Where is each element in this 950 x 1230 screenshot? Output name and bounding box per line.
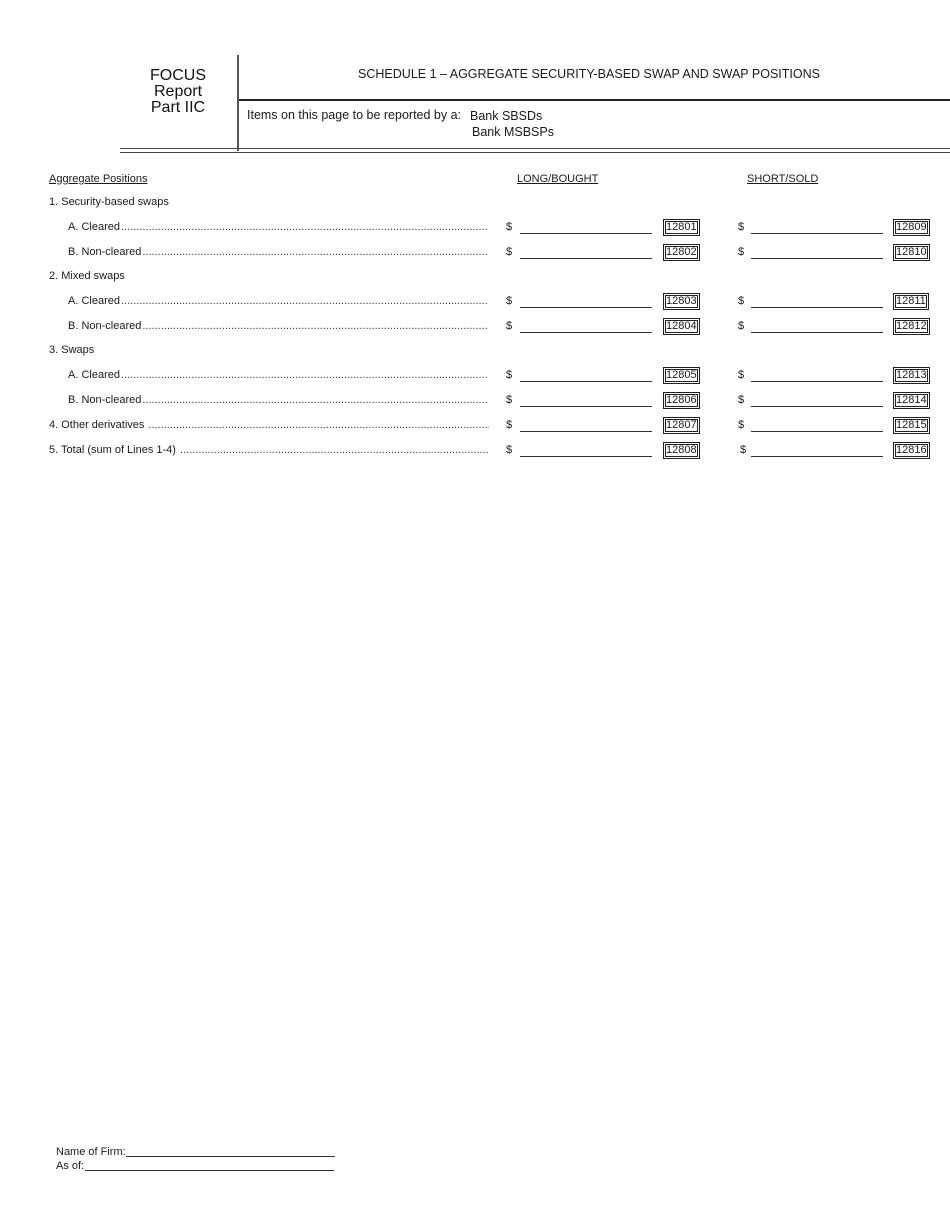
long-amount-field[interactable]	[520, 431, 652, 432]
short-item-code: 12814	[893, 392, 930, 409]
reporter-bank-sbsds: Bank SBSDs	[470, 109, 543, 123]
long-amount-field[interactable]	[520, 332, 652, 333]
table-row	[0, 444, 950, 462]
currency-symbol: $	[506, 394, 513, 406]
row-label: A. Cleared .....	[68, 369, 488, 381]
row-label: B. Non-cleared .....	[68, 246, 488, 258]
schedule-title: SCHEDULE 1 – AGGREGATE SECURITY-BASED SWAP AND SWAP POSITIONS	[358, 67, 820, 81]
currency-symbol: $	[738, 221, 745, 233]
currency-symbol: $	[738, 419, 745, 431]
long-amount-field[interactable]	[520, 381, 652, 382]
row-label: 4. Other derivatives .....	[49, 419, 489, 431]
currency-symbol: $	[506, 320, 513, 332]
header-title-rule	[239, 99, 950, 101]
currency-symbol: $	[506, 295, 513, 307]
reporter-list	[470, 108, 554, 140]
currency-symbol: $	[738, 320, 745, 332]
report-line-report: Report	[153, 83, 203, 100]
short-item-code: 12809	[893, 219, 930, 236]
currency-symbol: $	[506, 419, 513, 431]
currency-symbol: $	[738, 369, 745, 381]
short-amount-field[interactable]	[751, 307, 883, 308]
long-amount-field[interactable]	[520, 258, 652, 259]
reporter-bank-msbsps: Bank MSBSPs	[472, 125, 554, 139]
long-amount-field[interactable]	[520, 456, 652, 457]
long-amount-field[interactable]	[520, 307, 652, 308]
short-amount-field[interactable]	[751, 431, 883, 432]
table-row	[0, 394, 950, 412]
long-item-code: 12801	[663, 219, 700, 236]
short-item-code: 12812	[893, 318, 930, 335]
group-title-swaps: 3. Swaps	[49, 344, 95, 356]
short-item-code: 12813	[893, 367, 930, 384]
header-bottom-rule	[120, 148, 950, 153]
report-line-focus: FOCUS	[150, 67, 206, 84]
long-item-code: 12807	[663, 417, 700, 434]
short-amount-field[interactable]	[751, 332, 883, 333]
long-item-code: 12805	[663, 367, 700, 384]
short-amount-field[interactable]	[751, 233, 883, 234]
currency-symbol: $	[738, 394, 745, 406]
short-amount-field[interactable]	[751, 456, 883, 457]
long-amount-field[interactable]	[520, 233, 652, 234]
aggregate-positions-heading: Aggregate Positions	[49, 173, 148, 185]
table-row	[0, 221, 950, 239]
table-row	[0, 419, 950, 437]
group-title-security-based-swaps: 1. Security-based swaps	[49, 196, 169, 208]
group-title-mixed-swaps: 2. Mixed swaps	[49, 270, 125, 282]
name-of-firm-field[interactable]	[126, 1156, 335, 1157]
items-reported-label: Items on this page to be reported by a:	[247, 108, 462, 122]
long-item-code: 12808	[663, 442, 700, 459]
table-row	[0, 369, 950, 387]
short-amount-field[interactable]	[751, 381, 883, 382]
row-label: A. Cleared .....	[68, 221, 488, 233]
report-identifier	[120, 68, 236, 116]
row-label: 5. Total (sum of Lines 1-4) .....	[49, 444, 489, 456]
table-row	[0, 246, 950, 264]
short-item-code: 12816	[893, 442, 930, 459]
short-item-code: 12815	[893, 417, 930, 434]
long-item-code: 12802	[663, 244, 700, 261]
table-row	[0, 295, 950, 313]
header-vertical-rule	[237, 55, 239, 151]
report-line-part: Part IIC	[150, 99, 206, 116]
as-of-label: As of:	[56, 1160, 85, 1172]
name-of-firm-label: Name of Firm:	[56, 1146, 126, 1158]
currency-symbol: $	[740, 444, 747, 456]
short-item-code: 12811	[893, 293, 929, 310]
short-sold-column-header: SHORT/SOLD	[747, 173, 819, 185]
as-of-field[interactable]	[85, 1170, 334, 1171]
short-amount-field[interactable]	[751, 406, 883, 407]
row-label: B. Non-cleared .....	[68, 394, 488, 406]
short-amount-field[interactable]	[751, 258, 883, 259]
row-label: A. Cleared .....	[68, 295, 488, 307]
currency-symbol: $	[506, 444, 513, 456]
table-row	[0, 320, 950, 338]
long-item-code: 12804	[663, 318, 700, 335]
long-item-code: 12803	[663, 293, 700, 310]
short-item-code: 12810	[893, 244, 930, 261]
long-amount-field[interactable]	[520, 406, 652, 407]
currency-symbol: $	[506, 369, 513, 381]
currency-symbol: $	[506, 221, 513, 233]
long-bought-column-header: LONG/BOUGHT	[517, 173, 599, 185]
long-item-code: 12806	[663, 392, 700, 409]
currency-symbol: $	[506, 246, 513, 258]
currency-symbol: $	[738, 295, 745, 307]
row-label: B. Non-cleared .....	[68, 320, 488, 332]
currency-symbol: $	[738, 246, 745, 258]
